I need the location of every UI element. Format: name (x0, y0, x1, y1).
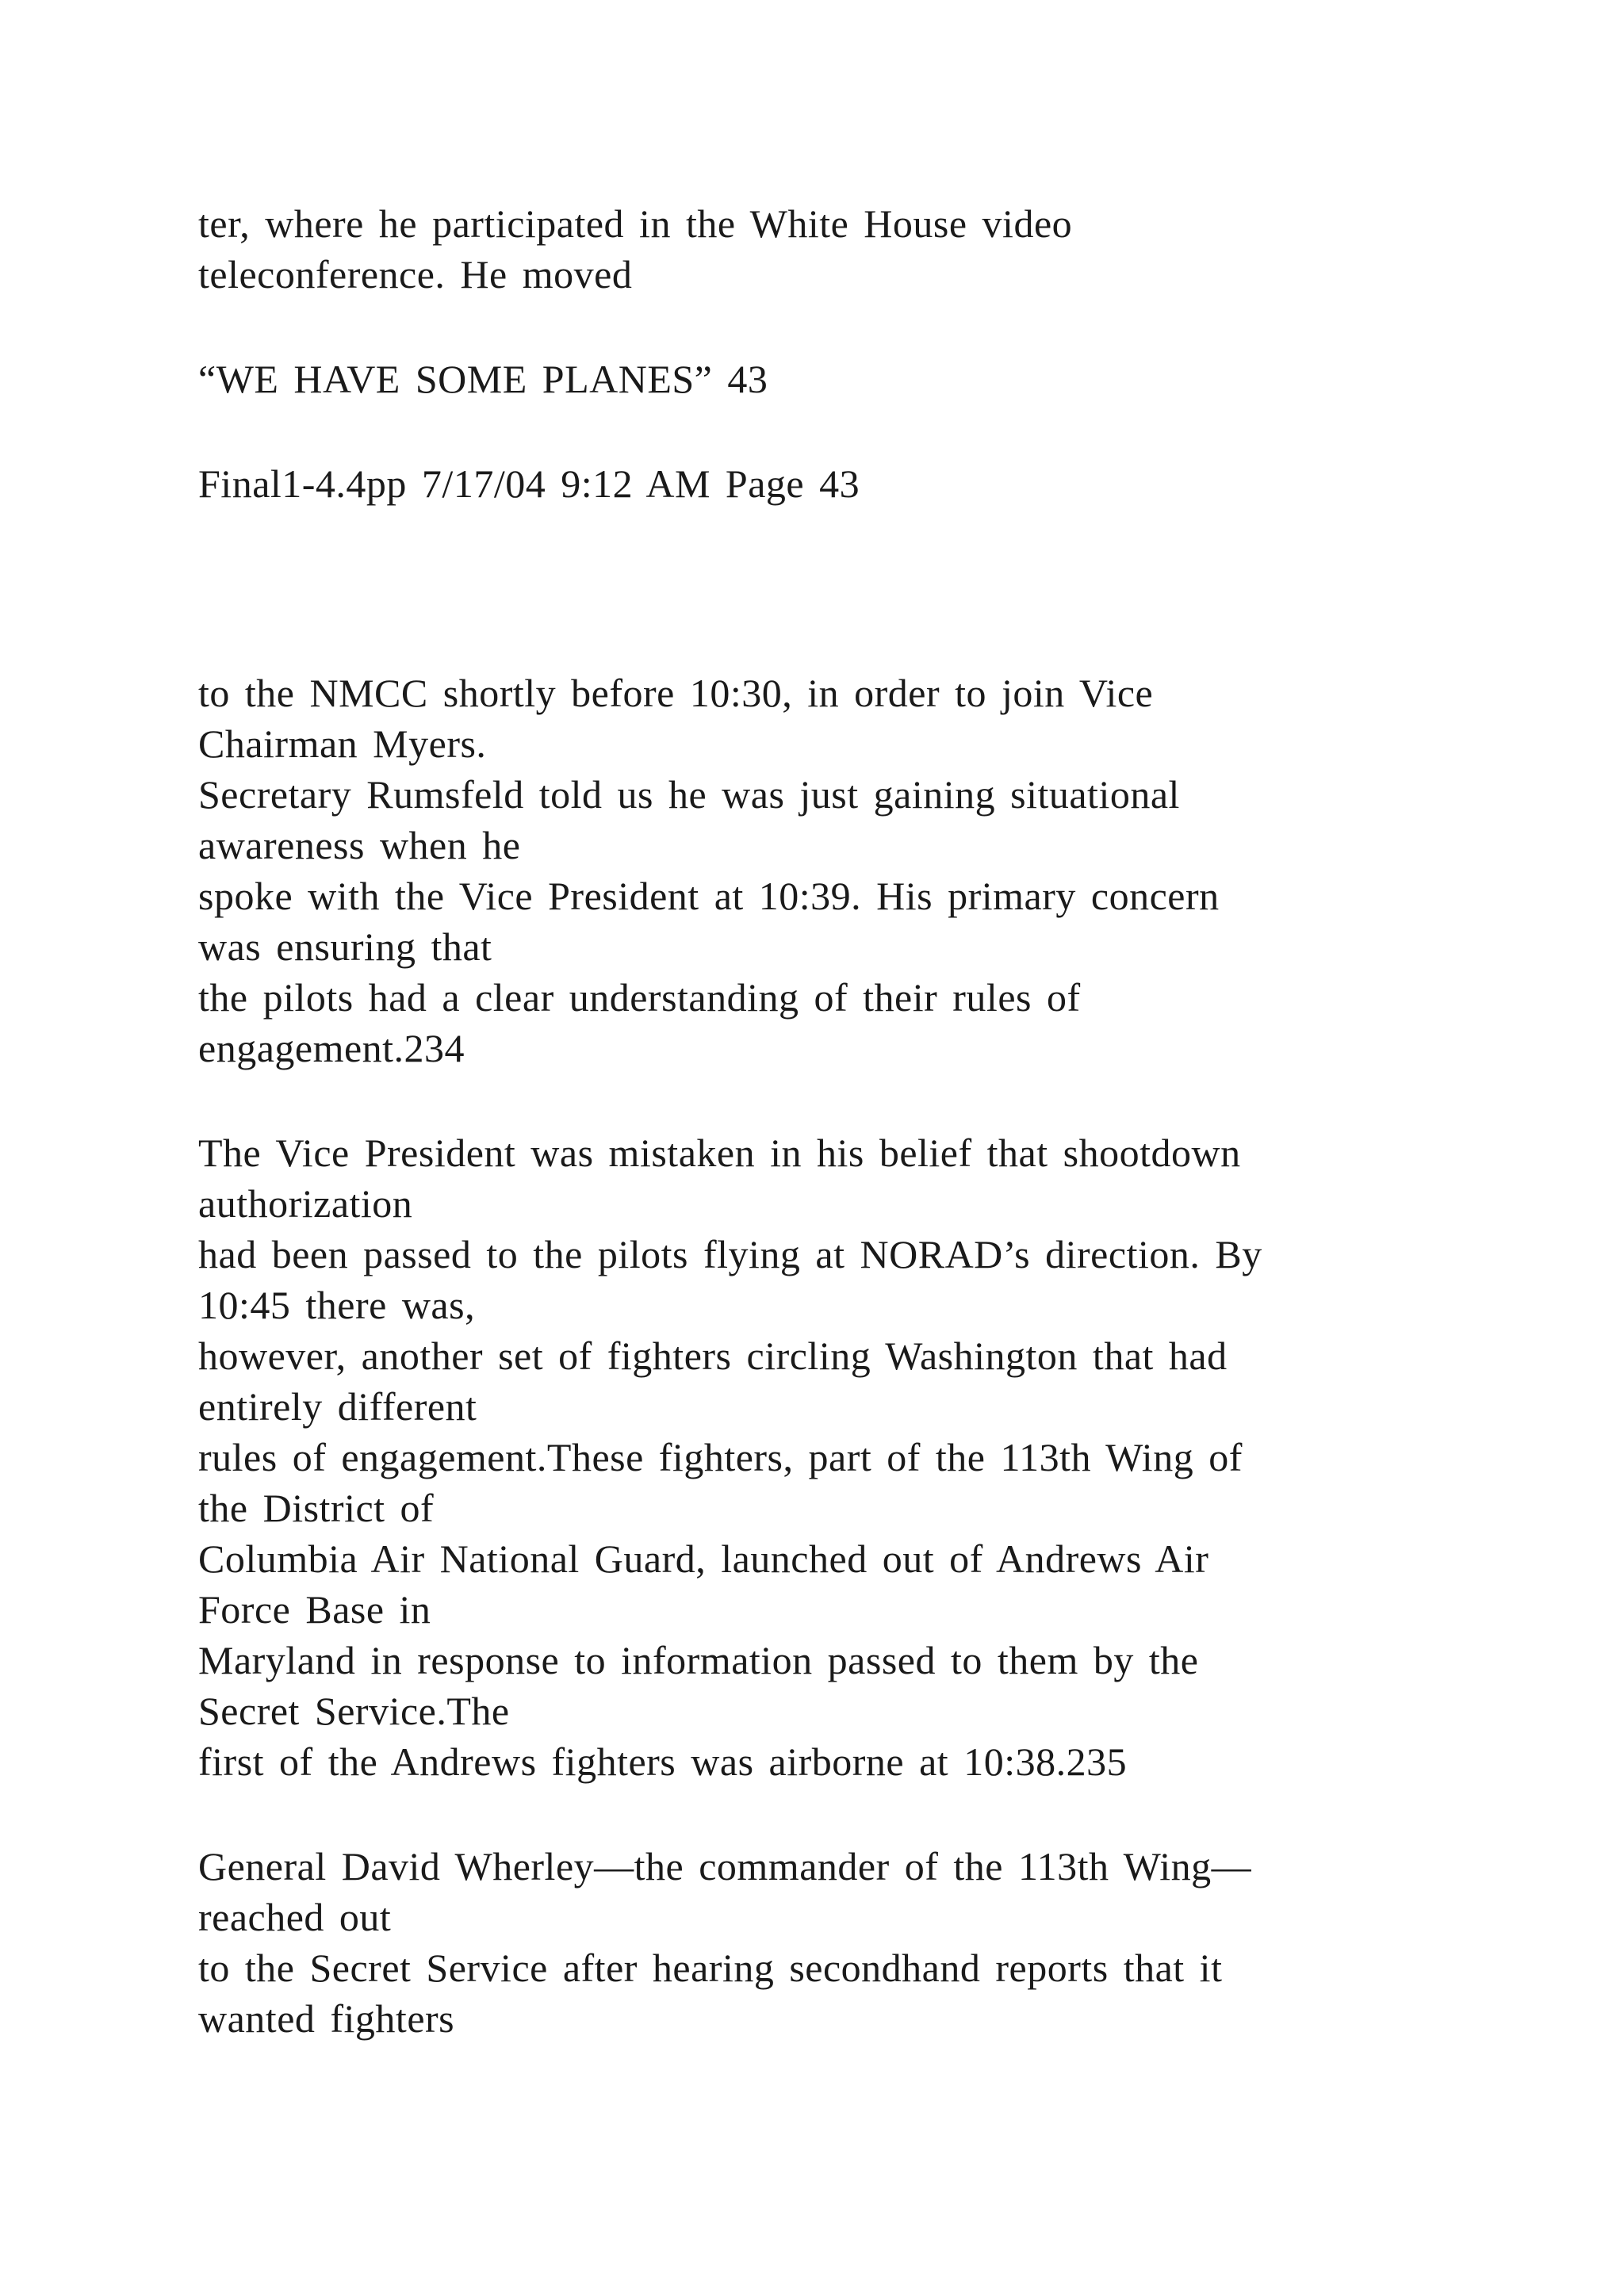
text-line: the pilots had a clear understanding of their rules of (198, 975, 1081, 1020)
text-line: General David Wherley—the commander of the 113th Wing— (198, 1844, 1252, 1888)
text-line: Columbia Air National Guard, launched out of Andrews Air (198, 1536, 1209, 1581)
text-line: wanted fighters (198, 1996, 455, 2041)
text-line: teleconference. He moved (198, 252, 633, 297)
text-line: Maryland in response to information passed to them by the (198, 1638, 1199, 1682)
print-slug: Final1-4.4pp 7/17/04 9:12 AM Page 43 (198, 461, 860, 506)
text-line: had been passed to the pilots flying at NORAD’s direction. By (198, 1232, 1262, 1276)
text-line: Secret Service.The (198, 1689, 510, 1733)
text-line: reached out (198, 1895, 392, 1939)
text-line: to the NMCC shortly before 10:30, in order to join Vice (198, 671, 1154, 715)
text-line: ter, where he participated in the White House video (198, 201, 1073, 246)
text-line: awareness when he (198, 823, 521, 867)
text-line: authorization (198, 1181, 413, 1226)
text-line: entirely different (198, 1384, 477, 1429)
text-line: 10:45 there was, (198, 1283, 476, 1327)
text-line: The Vice President was mistaken in his belief that shootdown (198, 1131, 1241, 1175)
text-line: the District of (198, 1486, 435, 1530)
text-line: Force Base in (198, 1587, 431, 1632)
text-line: Secretary Rumsfeld told us he was just gaining situational (198, 772, 1180, 817)
text-line: engagement.234 (198, 1026, 465, 1070)
text-line: to the Secret Service after hearing secondhand reports that it (198, 1946, 1223, 1990)
text-line: however, another set of fighters circling Washington that had (198, 1334, 1228, 1378)
text-line: was ensuring that (198, 924, 492, 969)
text-line: Chairman Myers. (198, 721, 487, 766)
running-header: “WE HAVE SOME PLANES” 43 (198, 357, 768, 401)
text-line: first of the Andrews fighters was airborne at 10:38.235 (198, 1739, 1128, 1784)
text-line: spoke with the Vice President at 10:39. His primary concern (198, 874, 1220, 918)
text-line: rules of engagement.These fighters, part of the 113th Wing of (198, 1435, 1243, 1479)
